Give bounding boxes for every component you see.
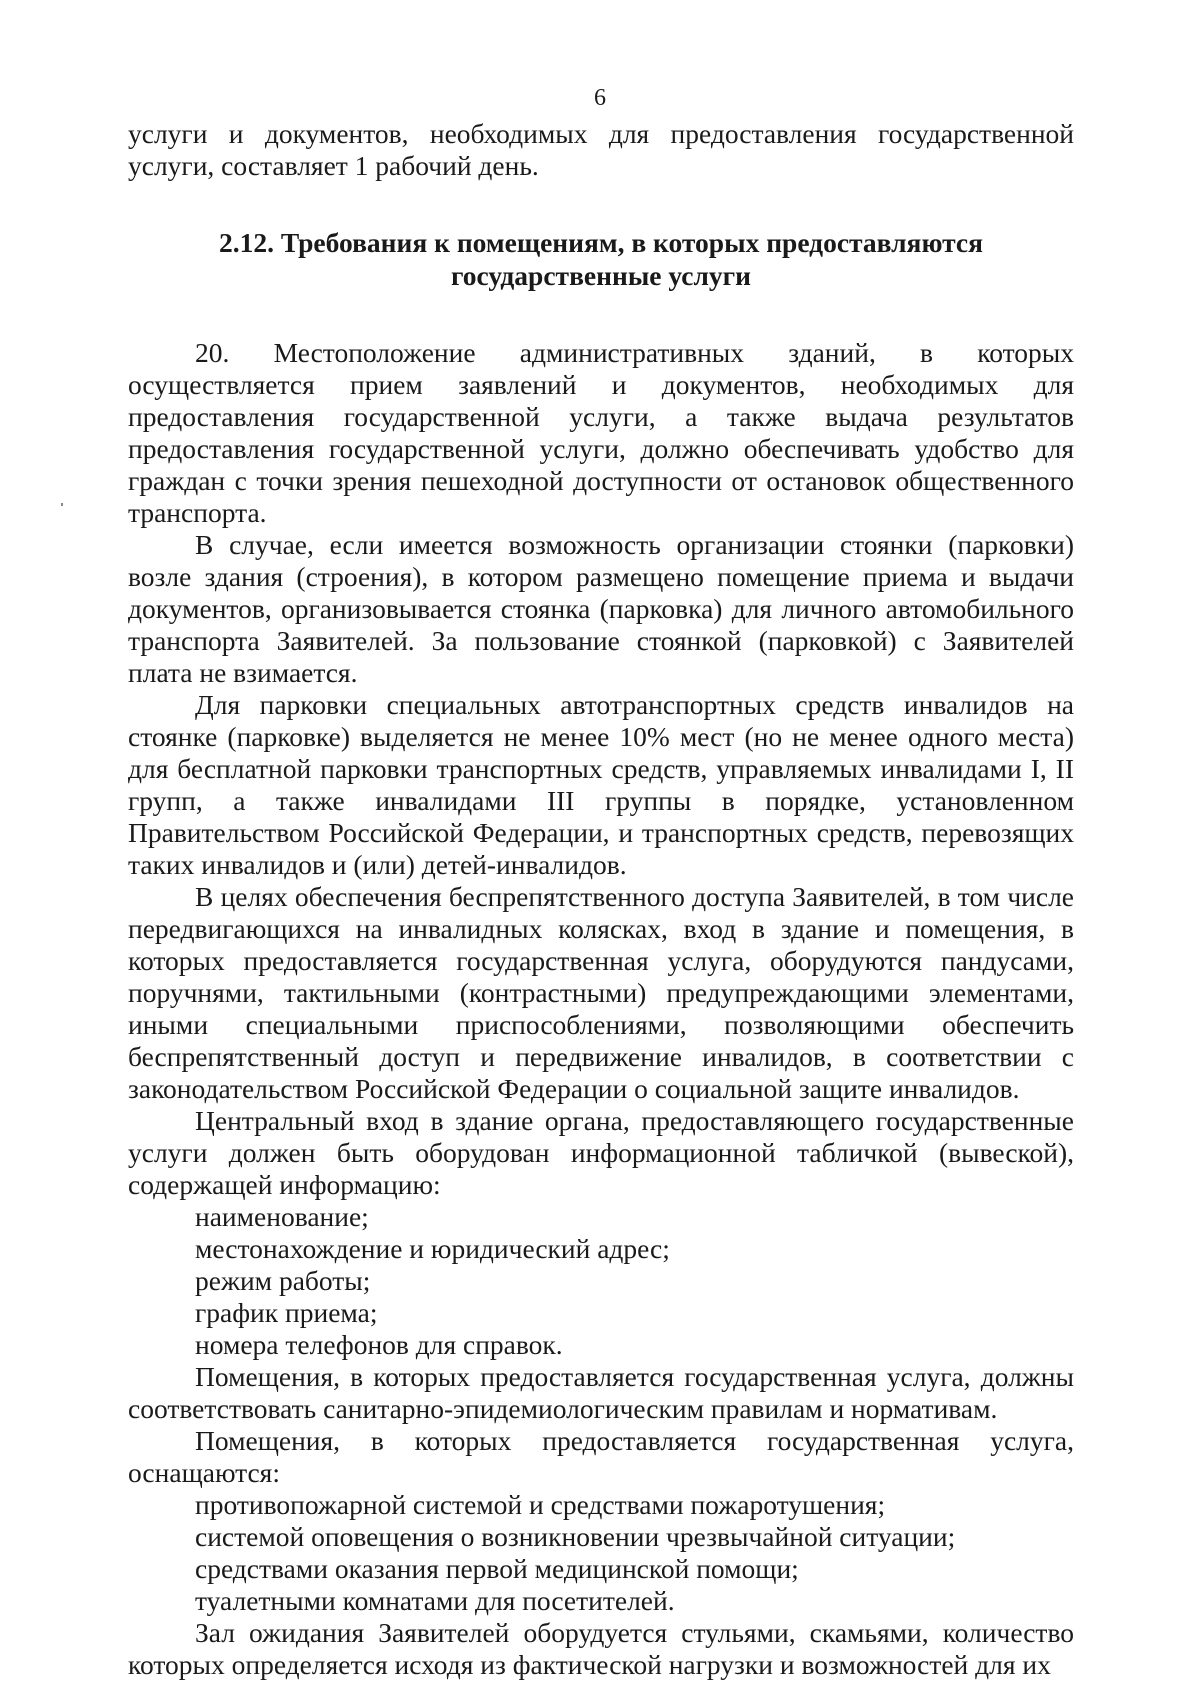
section-heading-line-2: государственные услуги bbox=[450, 260, 751, 291]
page-content bbox=[128, 118, 1074, 1681]
section-heading-line-1: 2.12. Требования к помещениям, в которых предоставляются bbox=[218, 227, 984, 258]
list-item: местонахождение и юридический адрес; bbox=[195, 1233, 670, 1264]
paragraph-20-location: 20. Местоположение административных зданий, в которых осуществляется прием заявлений и документов, необходимых для предоставления государственной услуги, а также выдача результатов предоставления государственной услуги, должно обеспечивать удобство для граждан с точки зрения пешеходной доступности от остановок общественного транспорта. bbox=[128, 337, 1074, 528]
scan-speck bbox=[61, 503, 63, 506]
list-item: режим работы; bbox=[195, 1265, 371, 1296]
paragraph-accessibility: В целях обеспечения беспрепятственного доступа Заявителей, в том числе передвигающихся на инвалидных колясках, вход в здание и помещения, в которых предоставляется государственная услуга, оборудуются пандусами, поручнями, тактильными (контрастными) предупреждающими элементами, иными специальными приспособлениями, позволяющими обеспечить беспрепятственный доступ и передвижение инвалидов, в соответствии с законодательством Российской Федерации о социальной защите инвалидов. bbox=[128, 881, 1074, 1104]
paragraph-disabled-parking: Для парковки специальных автотранспортных средств инвалидов на стоянке (парковке) выделяется не менее 10% мест (но не менее одного места) для бесплатной парковки транспортных средств, управляемых инвалидами I, II групп, а также инвалидами III группы в порядке, установленном Правительством Российской Федерации, и транспортных средств, перевозящих таких инвалидов и (или) детей-инвалидов. bbox=[128, 689, 1074, 880]
sign-info-list bbox=[128, 1201, 1074, 1361]
paragraph-equipment: Помещения, в которых предоставляется государственная услуга, оснащаются: bbox=[128, 1425, 1074, 1488]
equipment-list bbox=[128, 1489, 1074, 1617]
list-item: график приема; bbox=[195, 1297, 378, 1328]
section-heading bbox=[128, 226, 1074, 292]
paragraph-entrance-sign: Центральный вход в здание органа, предоставляющего государственные услуги должен быть оборудован информационной табличкой (вывеской), содержащей информацию: bbox=[128, 1105, 1074, 1200]
list-item: средствами оказания первой медицинской помощи; bbox=[195, 1553, 799, 1584]
page-number: 6 bbox=[594, 85, 606, 111]
paragraph-parking: В случае, если имеется возможность организации стоянки (парковки) возле здания (строения), в котором размещено помещение приема и выдачи документов, организовывается стоянка (парковка) для личного автомобильного транспорта Заявителей. За пользование стоянкой (парковкой) с Заявителей плата не взимается. bbox=[128, 529, 1074, 688]
list-item: системой оповещения о возникновении чрезвычайной ситуации; bbox=[195, 1521, 956, 1552]
continuation-paragraph: услуги и документов, необходимых для предоставления государственной услуги, составляет 1 рабочий день. bbox=[128, 118, 1074, 181]
paragraph-sanitary: Помещения, в которых предоставляется государственная услуга, должны соответствовать санитарно-эпидемиологическим правилам и нормативам. bbox=[128, 1361, 1074, 1424]
list-item: наименование; bbox=[195, 1201, 369, 1232]
list-item: номера телефонов для справок. bbox=[195, 1329, 563, 1360]
paragraph-waiting-room: Зал ожидания Заявителей оборудуется стульями, скамьями, количество которых определяется исходя из фактической нагрузки и возможностей для их bbox=[128, 1617, 1074, 1680]
list-item: противопожарной системой и средствами пожаротушения; bbox=[195, 1489, 886, 1520]
list-item: туалетными комнатами для посетителей. bbox=[195, 1585, 675, 1616]
